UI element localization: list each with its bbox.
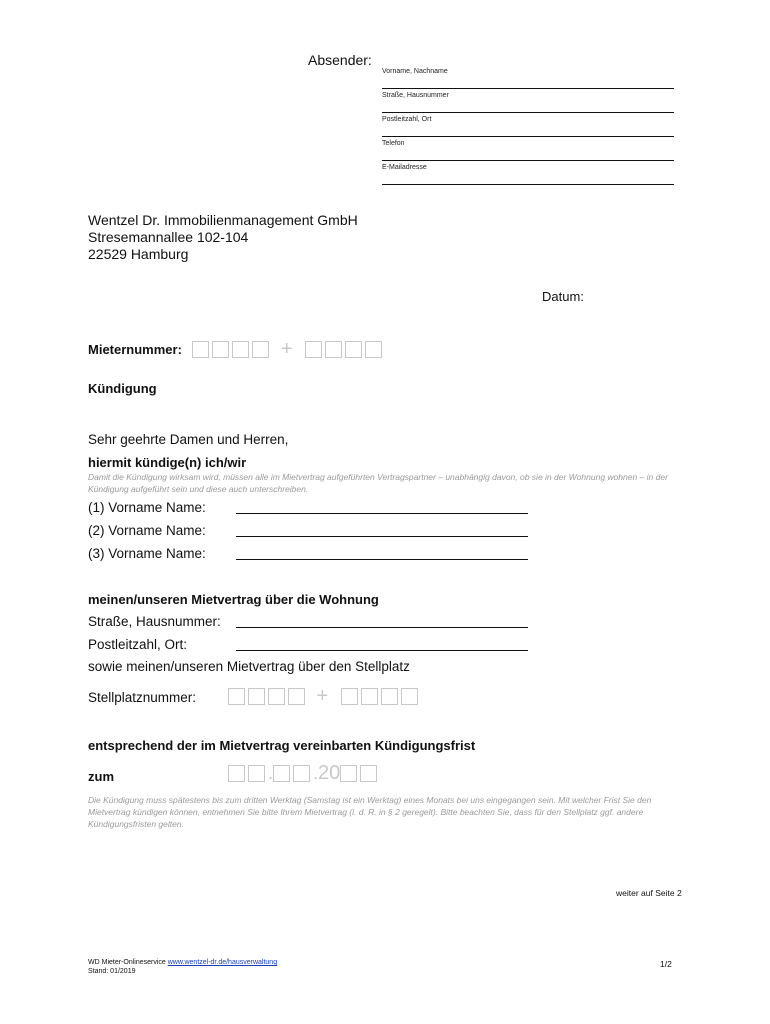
sender-zip-field[interactable]: Postleitzahl, Ort xyxy=(382,116,674,137)
recipient-city: 22529 Hamburg xyxy=(88,246,189,262)
apartment-street-line[interactable] xyxy=(236,627,528,628)
digit-box[interactable] xyxy=(325,341,342,358)
apartment-title: meinen/unseren Mietvertrag über die Wohnung xyxy=(88,592,379,607)
digit-box[interactable] xyxy=(192,341,209,358)
parking-number-row xyxy=(228,685,421,708)
digit-box[interactable] xyxy=(288,688,305,705)
mieternummer-plus: + xyxy=(280,338,293,360)
digit-box[interactable] xyxy=(401,688,418,705)
digit-box[interactable] xyxy=(212,341,229,358)
sender-name-field[interactable]: Vorname, Nachname xyxy=(382,68,674,89)
footer-stand: Stand: 01/2019 xyxy=(88,968,136,975)
tenant-1-line[interactable] xyxy=(236,513,528,514)
date-year-prefix: 20 xyxy=(318,762,341,784)
tenant-2-line[interactable] xyxy=(236,536,528,537)
apartment-zip-label: Postleitzahl, Ort: xyxy=(88,637,188,652)
recipient-address xyxy=(88,212,358,263)
parking-plus: + xyxy=(316,685,329,707)
kuendigung-title: Kündigung xyxy=(88,381,157,396)
sender-label: Absender: xyxy=(308,52,372,68)
digit-box[interactable] xyxy=(252,341,269,358)
apartment-street-label: Straße, Hausnummer: xyxy=(88,614,221,629)
notice-title: entsprechend der im Mietvertrag vereinbarten Kündigungsfrist xyxy=(88,738,476,753)
digit-box[interactable] xyxy=(305,341,322,358)
recipient-company: Wentzel Dr. Immobilienmanagement GmbH xyxy=(88,212,358,228)
digit-box[interactable] xyxy=(361,688,378,705)
parking-text: sowie meinen/unseren Mietvertrag über den Stellplatz xyxy=(88,659,410,674)
mieternummer-boxes-1[interactable] xyxy=(192,341,272,359)
digit-box[interactable] xyxy=(341,688,358,705)
date-month-box[interactable] xyxy=(293,765,310,782)
mieternummer-label: Mieternummer: xyxy=(88,342,182,357)
tenant-3-line[interactable] xyxy=(236,559,528,560)
digit-box[interactable] xyxy=(381,688,398,705)
footer-info xyxy=(88,958,277,976)
mieternummer-row xyxy=(88,338,385,361)
digit-box[interactable] xyxy=(232,341,249,358)
parking-boxes-1[interactable] xyxy=(228,688,308,706)
sender-street-field[interactable]: Straße, Hausnummer xyxy=(382,92,674,113)
recipient-street: Stresemannallee 102-104 xyxy=(88,229,249,245)
parking-boxes-2[interactable] xyxy=(341,688,421,706)
footer-service: WD Mieter-Onlineservice xyxy=(88,959,166,966)
digit-box[interactable] xyxy=(248,688,265,705)
date-month-box[interactable] xyxy=(273,765,290,782)
date-year-box[interactable] xyxy=(360,765,377,782)
digit-box[interactable] xyxy=(228,688,245,705)
digit-box[interactable] xyxy=(365,341,382,358)
date-day-box[interactable] xyxy=(248,765,265,782)
tenant-1-label: (1) Vorname Name: xyxy=(88,500,206,515)
digit-box[interactable] xyxy=(268,688,285,705)
sender-phone-field[interactable]: Telefon xyxy=(382,140,674,161)
parking-label: Stellplatznummer: xyxy=(88,690,197,705)
mieternummer-boxes-2[interactable] xyxy=(305,341,385,359)
page-number: 1/2 xyxy=(660,959,672,969)
digit-box[interactable] xyxy=(345,341,362,358)
notice-date-row xyxy=(228,762,380,785)
notice-hint: Die Kündigung muss spätestens bis zum dritten Werktag (Samstag ist ein Werktag) eines Monats bei uns eingegangen sein. Mit welcher Frist Sie den Mietvertrag kündigen können, entnehmen Sie bitte Ihrem Mietvertrag (i. d. R. in § 2 geregelt). Bitte beachten Sie, dass für den Stellplatz ggf. andere Kündigungsfristen gelten. xyxy=(88,795,652,829)
apartment-zip-line[interactable] xyxy=(236,650,528,651)
sender-email-field[interactable]: E-Mailadresse xyxy=(382,164,674,185)
hiermit-text: hiermit kündige(n) ich/wir xyxy=(88,455,247,470)
footer-link[interactable]: www.wentzel-dr.de/hausverwaltung xyxy=(167,959,278,966)
date-day-box[interactable] xyxy=(228,765,245,782)
datum-label: Datum: xyxy=(542,289,584,304)
date-year-box[interactable] xyxy=(340,765,357,782)
tenants-hint: Damit die Kündigung wirksam wird, müssen alle im Mietvertrag aufgeführten Vertragspartner – unabhängig davon, ob sie in der Wohnung wohnen – in der Kündigung aufgeführt sein und diese auch unterschreiben. xyxy=(88,472,668,494)
salutation: Sehr geehrte Damen und Herren, xyxy=(88,432,289,447)
tenant-2-label: (2) Vorname Name: xyxy=(88,523,206,538)
date-dot: . xyxy=(313,763,319,783)
date-dot: . xyxy=(268,763,274,783)
zum-label: zum xyxy=(88,769,114,784)
continue-note: weiter auf Seite 2 xyxy=(616,888,682,898)
tenant-3-label: (3) Vorname Name: xyxy=(88,546,206,561)
